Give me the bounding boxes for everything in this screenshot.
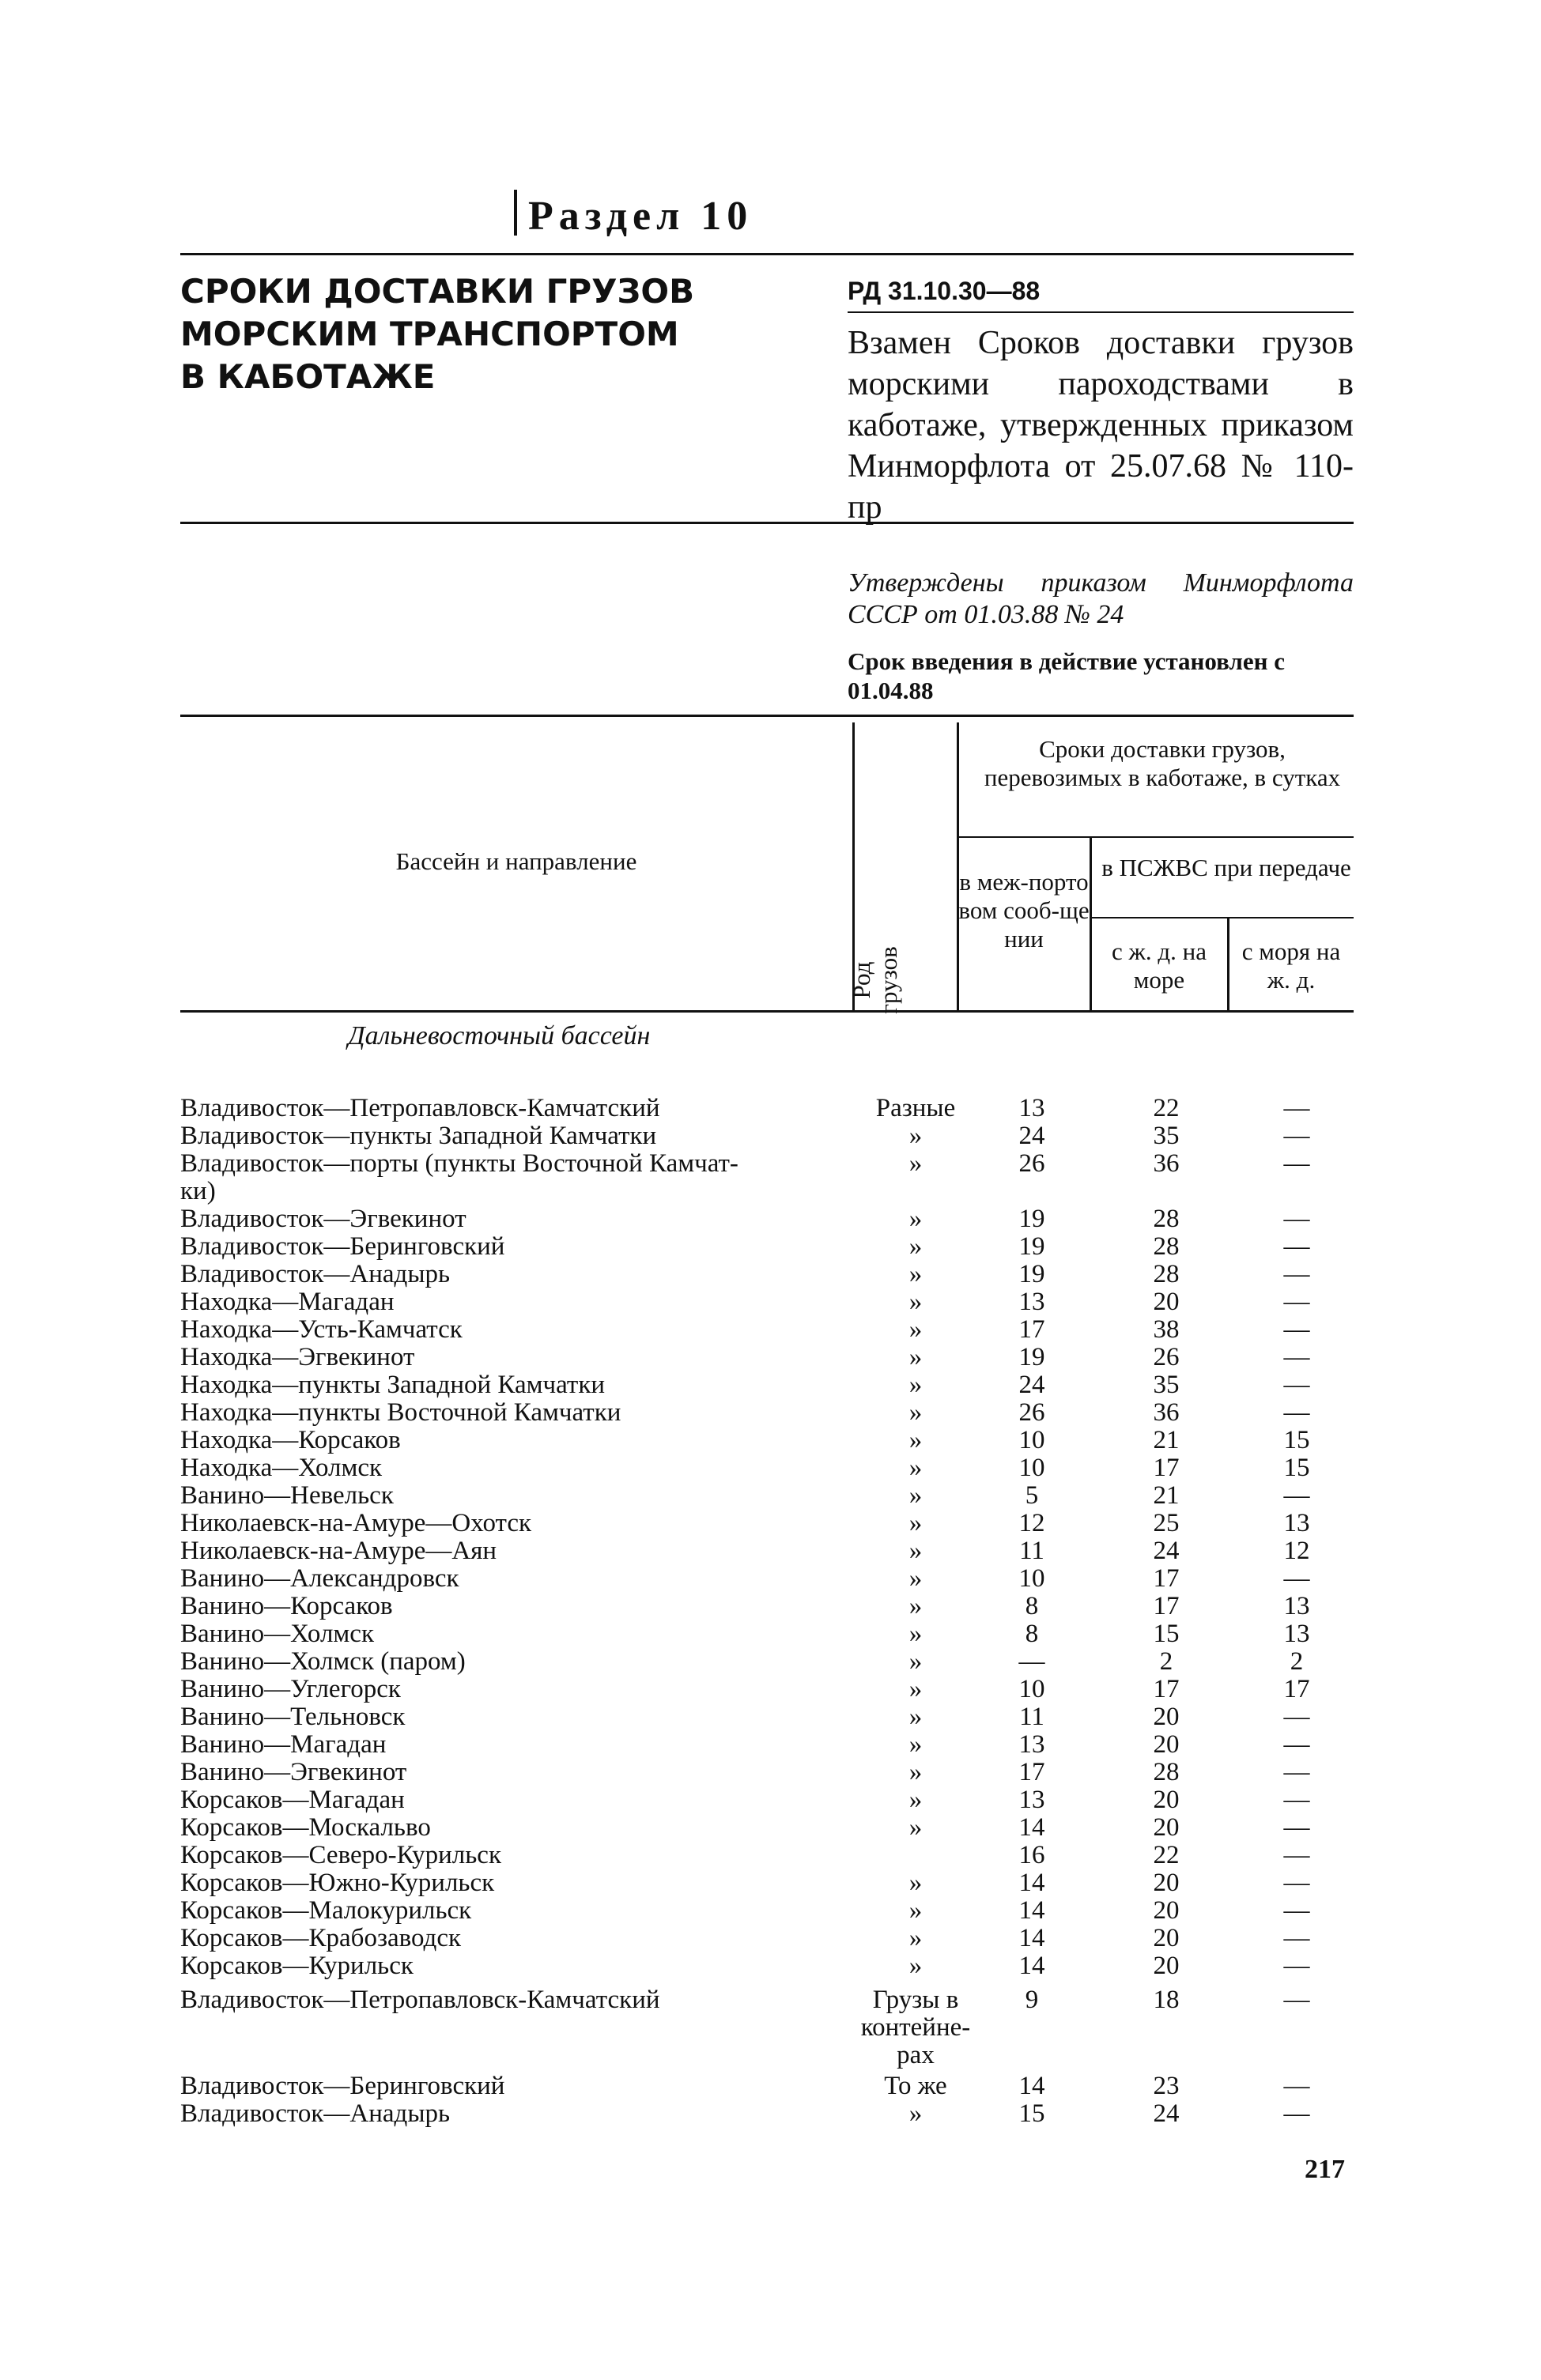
sea-to-rail-days-cell: — (1283, 1841, 1310, 1869)
rail-to-sea-days-cell: 21 (1153, 1426, 1180, 1454)
rail-to-sea-days-cell: 22 (1153, 1841, 1180, 1869)
sea-to-rail-days-cell: — (1283, 1260, 1310, 1288)
interport-days-cell: 11 (1019, 1537, 1044, 1565)
interport-days-cell: 5 (1025, 1481, 1039, 1510)
sea-to-rail-days-cell: — (1283, 1896, 1310, 1925)
sea-to-rail-days-cell: 12 (1283, 1537, 1310, 1565)
cargo-kind-cell: » (908, 1924, 923, 1952)
route-cell: Находка—Эгвекинот (180, 1343, 415, 1371)
section-label: Раздел 10 (528, 194, 754, 239)
sea-to-rail-days-cell: — (1283, 1315, 1310, 1344)
route-cell: Корсаков—Южно-Курильск (180, 1869, 495, 1897)
sea-to-rail-days-cell: — (1283, 2099, 1310, 2128)
cargo-kind-cell: » (908, 1481, 923, 1510)
sea-to-rail-days-cell: — (1283, 1758, 1310, 1786)
cargo-kind-cell: » (908, 1703, 923, 1731)
interport-days-cell: 10 (1018, 1675, 1045, 1703)
rail-to-sea-days-cell: 21 (1153, 1481, 1180, 1510)
rail-to-sea-days-cell: 28 (1153, 1260, 1180, 1288)
cargo-kind-cell: » (908, 1758, 923, 1786)
header-rail-to-sea: с ж. д. на море (1111, 937, 1207, 994)
cargo-kind-cell: Разные (875, 1094, 956, 1122)
rail-to-sea-days-cell: 15 (1153, 1620, 1180, 1648)
cargo-kind-cell: » (908, 1260, 923, 1288)
route-cell: Находка—Усть-Камчатск (180, 1315, 463, 1344)
sea-to-rail-days-cell: — (1283, 1564, 1310, 1593)
interport-days-cell: 10 (1018, 1564, 1045, 1593)
document-title (180, 270, 781, 398)
interport-days-cell: 17 (1018, 1758, 1045, 1786)
route-cell: Владивосток—пункты Западной Камчатки (180, 1122, 657, 1150)
route-cell: Корсаков—Северо-Курильск (180, 1841, 501, 1869)
interport-days-cell: — (1018, 1647, 1045, 1676)
sea-to-rail-days-cell: — (1283, 1481, 1310, 1510)
route-cell: Владивосток—Анадырь (180, 2099, 451, 2128)
interport-days-cell: 14 (1018, 1896, 1045, 1925)
rail-to-sea-days-cell: 35 (1153, 1122, 1180, 1150)
interport-days-cell: 24 (1018, 1122, 1045, 1150)
interport-days-cell: 13 (1018, 1730, 1045, 1759)
route-cell: Ванино—Тельновск (180, 1703, 406, 1731)
interport-days-cell: 9 (1025, 1986, 1039, 2014)
interport-days-cell: 10 (1018, 1426, 1045, 1454)
route-cell: Николаевск-на-Амуре—Охотск (180, 1509, 532, 1537)
route-cell: Корсаков—Курильск (180, 1952, 414, 1980)
rail-to-sea-days-cell: 20 (1153, 1813, 1180, 1842)
interport-days-cell: 19 (1018, 1205, 1045, 1233)
interport-days-cell: 17 (1018, 1315, 1045, 1344)
interport-days-cell: 14 (1018, 1869, 1045, 1897)
rule-top (180, 253, 1354, 255)
interport-days-cell: 19 (1018, 1232, 1045, 1261)
rail-to-sea-days-cell: 20 (1153, 1730, 1180, 1759)
route-cell: Корсаков—Москальво (180, 1813, 431, 1842)
cargo-kind-cell: » (908, 1869, 923, 1897)
interport-days-cell: 14 (1018, 1952, 1045, 1980)
route-cell: Владивосток—Беринговский (180, 2072, 505, 2100)
route-cell: Ванино—Корсаков (180, 1592, 393, 1620)
sea-to-rail-days-cell: — (1283, 1703, 1310, 1731)
section-bar (514, 190, 517, 236)
route-cell: Находка—пункты Восточной Камчатки (180, 1398, 621, 1427)
rail-to-sea-days-cell: 2 (1159, 1647, 1173, 1676)
rule-rd (848, 311, 1354, 313)
title-line: В КАБОТАЖЕ (180, 357, 436, 396)
route-cell: Владивосток—Беринговский (180, 1232, 505, 1261)
sea-to-rail-days-cell: 2 (1290, 1647, 1304, 1676)
interport-days-cell: 19 (1018, 1260, 1045, 1288)
rule-mid (180, 522, 1354, 524)
route-cell: Ванино—Холмск (180, 1620, 374, 1648)
cargo-kind-cell: » (908, 1205, 923, 1233)
rail-to-sea-days-cell: 20 (1153, 1869, 1180, 1897)
cargo-kind-cell: » (908, 1232, 923, 1261)
route-cell: Ванино—Углегорск (180, 1675, 401, 1703)
sea-to-rail-days-cell: — (1283, 1786, 1310, 1814)
sea-to-rail-days-cell: 15 (1283, 1454, 1310, 1482)
header-group-rule (957, 836, 1354, 838)
header-route: Бассейн и направление (395, 847, 637, 875)
page-number: 217 (1305, 2155, 1345, 2184)
cargo-kind-cell: » (908, 1564, 923, 1593)
cargo-kind-cell: контейне- (860, 2013, 971, 2042)
header-sea-to-rail: с моря на ж. д. (1241, 937, 1341, 994)
rail-to-sea-days-cell: 20 (1153, 1786, 1180, 1814)
sea-to-rail-days-cell: — (1283, 2072, 1310, 2100)
cargo-kind-cell: » (908, 1813, 923, 1842)
route-cell: Корсаков—Малокурильск (180, 1896, 472, 1925)
rail-to-sea-days-cell: 20 (1153, 1288, 1180, 1316)
sea-to-rail-days-cell: — (1283, 1952, 1310, 1980)
cargo-kind-cell: То же (884, 2072, 947, 2100)
rail-to-sea-days-cell: 20 (1153, 1924, 1180, 1952)
cargo-kind-cell: » (908, 1149, 923, 1178)
rail-to-sea-days-cell: 20 (1153, 1952, 1180, 1980)
rail-to-sea-days-cell: 36 (1153, 1398, 1180, 1427)
rail-to-sea-days-cell: 26 (1153, 1343, 1180, 1371)
header-port: в меж-портовом сооб-щении (958, 868, 1090, 952)
title-line: СРОКИ ДОСТАВКИ ГРУЗОВ (180, 272, 695, 311)
sea-to-rail-days-cell: — (1283, 1122, 1310, 1150)
rail-to-sea-days-cell: 22 (1153, 1094, 1180, 1122)
route-cell: Владивосток—Эгвекинот (180, 1205, 466, 1233)
rail-to-sea-days-cell: 28 (1153, 1205, 1180, 1233)
sea-to-rail-days-cell: — (1283, 1232, 1310, 1261)
effective-date-note: Срок введения в действие установлен с 01.04.88 (848, 647, 1286, 704)
rail-to-sea-days-cell: 24 (1153, 2099, 1180, 2128)
sea-to-rail-days-cell: 13 (1283, 1620, 1310, 1648)
section-header (514, 190, 753, 240)
route-cell: ки) (180, 1177, 216, 1205)
rail-to-sea-days-cell: 23 (1153, 2072, 1180, 2100)
sea-to-rail-days-cell: — (1283, 1094, 1310, 1122)
rail-to-sea-days-cell: 20 (1153, 1703, 1180, 1731)
interport-days-cell: 19 (1018, 1343, 1045, 1371)
cargo-kind-cell: » (908, 1647, 923, 1676)
interport-days-cell: 13 (1018, 1094, 1045, 1122)
sea-to-rail-days-cell: — (1283, 1924, 1310, 1952)
sea-to-rail-days-cell: — (1283, 1343, 1310, 1371)
cargo-kind-cell: » (908, 1592, 923, 1620)
route-cell: Ванино—Холмск (паром) (180, 1647, 466, 1676)
header-divider-kind-right (957, 722, 959, 1010)
approval-note: Утверждены приказом Минморфлота СССР от 01.03.88 № 24 (848, 568, 1354, 629)
route-cell: Ванино—Александровск (180, 1564, 459, 1593)
sea-to-rail-days-cell: — (1283, 1288, 1310, 1316)
route-cell: Владивосток—Анадырь (180, 1260, 451, 1288)
route-cell: Находка—Магадан (180, 1288, 395, 1316)
route-cell: Николаевск-на-Амуре—Аян (180, 1537, 497, 1565)
route-cell: Находка—пункты Западной Камчатки (180, 1371, 606, 1399)
basin-title: Дальневосточный бассейн (348, 1021, 651, 1050)
route-cell: Ванино—Невельск (180, 1481, 394, 1510)
sea-to-rail-days-cell: — (1283, 1813, 1310, 1842)
sea-to-rail-days-cell: 17 (1283, 1675, 1310, 1703)
sea-to-rail-days-cell: 15 (1283, 1426, 1310, 1454)
header-pszhvs-rule (1090, 917, 1354, 918)
interport-days-cell: 8 (1025, 1620, 1039, 1648)
cargo-kind-cell: » (908, 1315, 923, 1344)
table-top-rule (180, 715, 1354, 717)
rail-to-sea-days-cell: 18 (1153, 1986, 1180, 2014)
interport-days-cell: 15 (1018, 2099, 1045, 2128)
interport-days-cell: 13 (1018, 1288, 1045, 1316)
cargo-kind-cell: » (908, 2099, 923, 2128)
interport-days-cell: 26 (1018, 1149, 1045, 1178)
cargo-kind-cell: » (908, 1952, 923, 1980)
route-cell: Владивосток—Петропавловск-Камчатский (180, 1094, 660, 1122)
rail-to-sea-days-cell: 17 (1153, 1564, 1180, 1593)
interport-days-cell: 13 (1018, 1786, 1045, 1814)
sea-to-rail-days-cell: 13 (1283, 1509, 1310, 1537)
interport-days-cell: 14 (1018, 2072, 1045, 2100)
cargo-kind-cell: » (908, 1509, 923, 1537)
cargo-kind-cell: » (908, 1122, 923, 1150)
interport-days-cell: 26 (1018, 1398, 1045, 1427)
interport-days-cell: 12 (1018, 1509, 1045, 1537)
rail-to-sea-days-cell: 17 (1153, 1592, 1180, 1620)
header-group: Сроки доставки грузов, перевозимых в каботаже, в сутках (984, 735, 1341, 791)
cargo-kind-cell: » (908, 1343, 923, 1371)
rail-to-sea-days-cell: 35 (1153, 1371, 1180, 1399)
rail-to-sea-days-cell: 24 (1153, 1537, 1180, 1565)
interport-days-cell: 11 (1019, 1703, 1044, 1731)
cargo-kind-cell: » (908, 1537, 923, 1565)
rail-to-sea-days-cell: 25 (1153, 1509, 1180, 1537)
interport-days-cell: 24 (1018, 1371, 1045, 1399)
interport-days-cell: 14 (1018, 1924, 1045, 1952)
sea-to-rail-days-cell: — (1283, 1869, 1310, 1897)
interport-days-cell: 8 (1025, 1592, 1039, 1620)
interport-days-cell: 16 (1018, 1841, 1045, 1869)
header-kind (848, 933, 902, 1028)
cargo-kind-cell: » (908, 1896, 923, 1925)
rail-to-sea-days-cell: 17 (1153, 1454, 1180, 1482)
cargo-kind-cell: Грузы в (872, 1986, 959, 2014)
rail-to-sea-days-cell: 28 (1153, 1758, 1180, 1786)
route-cell: Корсаков—Крабозаводск (180, 1924, 462, 1952)
sea-to-rail-days-cell: — (1283, 1149, 1310, 1178)
sea-to-rail-days-cell: — (1283, 1398, 1310, 1427)
rail-to-sea-days-cell: 17 (1153, 1675, 1180, 1703)
sea-to-rail-days-cell: — (1283, 1986, 1310, 2014)
cargo-kind-cell: » (908, 1786, 923, 1814)
rail-to-sea-days-cell: 38 (1153, 1315, 1180, 1344)
cargo-kind-cell: » (908, 1675, 923, 1703)
route-cell: Находка—Холмск (180, 1454, 383, 1482)
rail-to-sea-days-cell: 28 (1153, 1232, 1180, 1261)
rail-to-sea-days-cell: 36 (1153, 1149, 1180, 1178)
rd-number: РД 31.10.30—88 (848, 277, 1041, 305)
sea-to-rail-days-cell: — (1283, 1730, 1310, 1759)
header-pszhvs: в ПСЖВС при передаче (1101, 854, 1351, 881)
cargo-kind-cell: » (908, 1288, 923, 1316)
cargo-kind-cell: » (908, 1371, 923, 1399)
route-cell: Владивосток—Петропавловск-Камчатский (180, 1986, 660, 2014)
cargo-kind-cell: » (908, 1398, 923, 1427)
title-line: МОРСКИМ ТРАНСПОРТОМ (180, 315, 679, 353)
route-cell: Корсаков—Магадан (180, 1786, 405, 1814)
cargo-kind-cell: » (908, 1454, 923, 1482)
route-cell: Ванино—Магадан (180, 1730, 387, 1759)
interport-days-cell: 10 (1018, 1454, 1045, 1482)
header-kind-label: Род грузов (848, 946, 902, 1014)
rail-to-sea-days-cell: 20 (1153, 1896, 1180, 1925)
sea-to-rail-days-cell: — (1283, 1371, 1310, 1399)
route-cell: Находка—Корсаков (180, 1426, 401, 1454)
cargo-kind-cell: » (908, 1426, 923, 1454)
route-cell: Владивосток—порты (пункты Восточной Камчат- (180, 1149, 738, 1178)
sea-to-rail-days-cell: — (1283, 1205, 1310, 1233)
table-header-bottom-rule (180, 1010, 1354, 1013)
sea-to-rail-days-cell: 13 (1283, 1592, 1310, 1620)
route-cell: Ванино—Эгвекинот (180, 1758, 407, 1786)
replaces-note: Взамен Сроков доставки грузов морскими пароходствами в каботаже, утвержденных приказом Минморфлота от 25.07.68 № 110-пр (848, 325, 1354, 526)
cargo-kind-cell: рах (897, 2041, 935, 2069)
cargo-kind-cell: » (908, 1620, 923, 1648)
interport-days-cell: 14 (1018, 1813, 1045, 1842)
cargo-kind-cell: » (908, 1730, 923, 1759)
